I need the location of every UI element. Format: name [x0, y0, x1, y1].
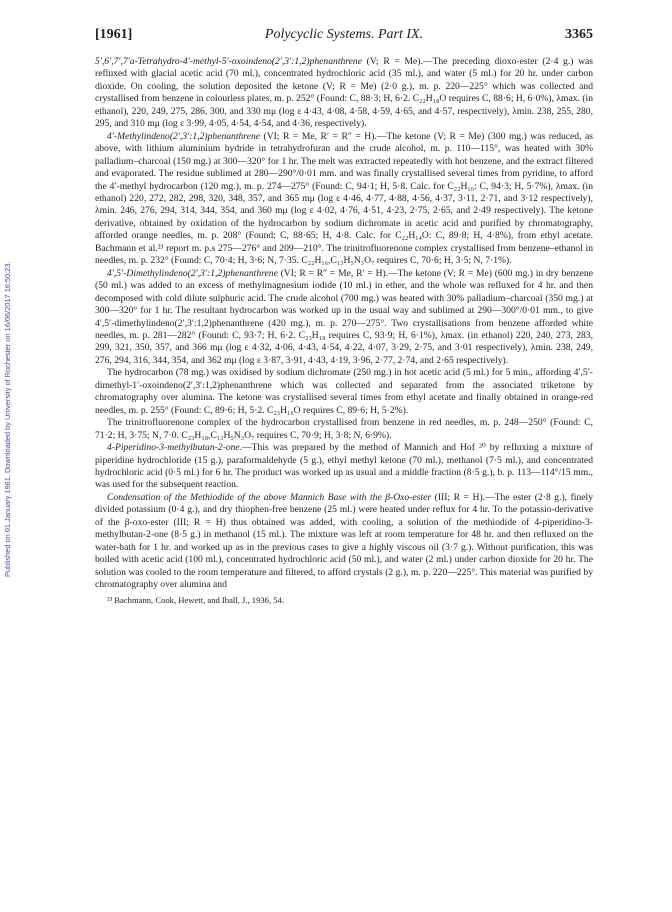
paragraph-tnf-complex — [95, 417, 593, 442]
page-header — [95, 27, 593, 47]
paragraph-tetrahydro-ketone — [95, 56, 593, 131]
paragraph-piperidino — [95, 442, 593, 492]
compound-heading: 4-Piperidino-3-methylbutan-2-one — [107, 442, 240, 454]
journal-year: [1961] — [95, 27, 133, 42]
compound-heading: 5′,6′,7′,7′a-Tetrahydro-4′-methyl-5′-oxoindeno(2′,3′:1,2)phenanthrene — [95, 56, 362, 67]
download-watermark[interactable]: Published on 01 January 1961. Downloaded by University of Rochester on 16/06/2017 16:50:23. — [3, 261, 12, 577]
paragraph-condensation — [95, 492, 593, 592]
paragraph-text: (VI; R = R″ = Me, R′ = H).—The ketone (V; R = Me) (600 mg.) in dry benzene (50 ml.) was added to an excess of methylmagnesium iodide (10 ml.) in ether, and the whole was refluxed for 4 hr. and then decomposed with cold dilute sulphuric acid. The crude alcohol (700 mg.) was heated with 30% palladium–charcoal (350 mg.) at 300—320° for 1 hr. The resultant hydrocarbon was worked up in the usual way and sublimed at 290—300°/0·01 mm., to give 4′,5′-dimethylindeno(2′,3′:1,2)phenanthrene (420 mg.), m. p. 270—275°. Two crystallisations from benzene afforded white needles, m. p. 281—282° (Found: C, 93·7; H, 6·2. C₂₃H₁₈ requires C, 93·9; H, 6·1%), λmax. (in ethanol) 220, 240, 273, 283, 299, 321, 350, 357, and 366 mμ (log ε 4·32, 4·06, 4·43, 4·54, 4·22, 4·07, 3·29, 2·75, and 3·01 respectively), λmin. 238, 249, 276, 294, 316, 344, 354, and 362 mμ (log ε 3·87, 3·91, 4·43, 4·19, 3·96, 2·77, 2·74, and 2·65 respectively). — [95, 267, 593, 366]
paragraph-text: (VI; R = Me, R′ = R″ = H).—The ketone (V; R = Me) (300 mg.) was reduced, as above, with lithium aluminium hydride in tetrahydrofuran and the crude alcohol, m. p. 110—115°, was heated with 30% palladium–charcoal (150 mg.) at 300—320° for 1 hr. The melt was extracted repeatedly with hot benzene, and the extract filtered and evaporated. The residue sublimed at 280—290°/0·01 mm. and was finally crystallised several times from pyridine, to afford the 4′-methyl hydrocarbon (120 mg.), m. p. 274—275° (Found: C, 94·1; H, 5·8. Calc. for C₂₂H₁₆: C, 94·3; H, 5·7%), λmax. (in ethanol) 220, 272, 282, 298, 320, 348, 357, and 365 mμ (log ε 4·46, 4·77, 4·88, 4·56, 4·37, 3·11, 2·71, and 3·12 respectively), λmin. 246, 276, 294, 314, 344, 354, and 360 mμ (log ε 4·02, 4·76, 4·51, 4·23, 2·75, 2·65, and 2·49 respectively). The ketone derivative, obtained by oxidation of the hydrocarbon by sodium dichromate in acetic acid and purified by chromatography, afforded orange needles, m. p. 208° (Found: C, 88·65; H, 4·8. Calc. for C₂₂H₁₄O: C, 89·8; H, 4·8%), from ethyl acetate. Bachmann et al.²³ report m. p.s 275—276° and 209—210°. The trinitrofluorenone complex crystallised from benzene–ethanol in needles, m. p. 232° (Found: C, 70·4; H, 3·6; N, 7·35. C₂₂H₁₆,C₁₃H₅N₃O₇ requires C, 70·6; H, 3·5; N, 7·1%). — [95, 130, 593, 267]
compound-heading: 4′-Methylindeno(2′,3′:1,2)phenanthrene — [107, 130, 260, 142]
running-title: Polycyclic Systems. Part IX. — [264, 27, 424, 42]
paragraph-text: (III; R = H).—The ester (2·8 g.), finely divided potassium (0·4 g.), and dry thiophen-free benzene (25 ml.) were heated under reflux for 4 hr. To the potassio-derivative of the β-oxo-ester (III; R = H) thus obtained was added, with cooling, a solution of the methiodide of 4-piperidino-3-methylbutan-2-one (8·5 g.) in methanol (15 ml.). The mixture was left at room temperature for 48 hr. and then refluxed on the water-bath for 1 hr. and worked up as in the previous cases to give a highly viscous oil (3·7 g.). Without purification, this was boiled with acetic acid (100 ml.), concentrated hydrochloric acid (50 ml.), and water (2 ml.) under carbon dioxide for 20 hr. The solution was cooled to the room temperature and filtered, to afford crystals (2 g.), m. p. 220—225°. This material was purified by chromatography over alumina and — [95, 491, 593, 591]
compound-heading: Condensation of the Methiodide of the above Mannich Base with the β-Oxo-ester — [107, 491, 432, 503]
paragraph-dimethylindeno — [95, 268, 593, 368]
page-number: 3365 — [565, 27, 593, 42]
compound-heading: 4′,5′-Dimethylindeno(2′,3′:1,2)phenanthrene — [107, 267, 278, 279]
paragraph-oxidation — [95, 367, 593, 417]
paragraph-text: .—This was prepared by the method of Mannich and Hof ²⁰ by refluxing a mixture of piperidine hydrochloride (15 g.), paraformaldehyde (5 g.), ethyl methyl ketone (70 ml.), methanol (7·5 ml.), and concentrated hydrochloric acid (0·5 ml.) for 6 hr. The product was worked up as usual and a middle fraction (8·5 g.), b. p. 113—114°/15 mm., was used for the subsequent reaction. — [95, 442, 593, 491]
paragraph-methylindeno — [95, 131, 593, 268]
paragraph-text: (V; R = Me).—The preceding dioxo-ester (2·4 g.) was refluxed with glacial acetic acid (70 ml.), concentrated hydrochloric acid (35 ml.), and water (5 ml.) for 20 hr. under carbon dioxide. On cooling, the solution deposited the ketone (V; R = Me) (2·0 g.), m. p. 220—225° which was collected and crystallised from benzene in colourless plates, m. p. 252° (Found: C, 88·3; H, 6·2. C₂₂H₁₈O requires C, 88·6; H, 6·0%), λmax. (in ethanol), 220, 249, 275, 286, 300, and 330 mμ (log ε 4·43, 4·08, 4·58, 4·59, 4·65, and 4·57, respectively), λmin. 238, 255, 280, 295, and 310 mμ (log ε 3·99, 4·05, 4·54, 4·54, and 4·36, respectively). — [95, 56, 594, 130]
article-body — [95, 56, 593, 606]
paragraph-text: The hydrocarbon (78 mg.) was oxidised by sodium dichromate (250 mg.) in hot acetic acid (5 ml.) for 5 min., affording 4′,5′-dimethyl-1′-oxoindeno(2′,3′:1,2)phenanthrene which was collected and separated from the associated triketone by chromatography over alumina. The ketone was crystallised several times from ethyl acetate and finally obtained in orange-red needles, m. p. 255° (Found: C, 89·6; H, 5·2. C₂₃H₁₆O requires C, 89·6; H, 5·2%). — [95, 367, 593, 416]
paragraph-text: The trinitrofluorenone complex of the hydrocarbon crystallised from benzene in red needles, m. p. 248—250° (Found: C, 71·2; H, 3·75; N, 7·0. C₂₃H₁₈,C₁₃H₅N₃O₇ requires C, 70·9; H, 3·8; N, 6·9%). — [95, 417, 593, 441]
footnote-reference: ²³ Bachmann, Cook, Hewett, and Iball, J., 1936, 54. — [107, 595, 284, 606]
